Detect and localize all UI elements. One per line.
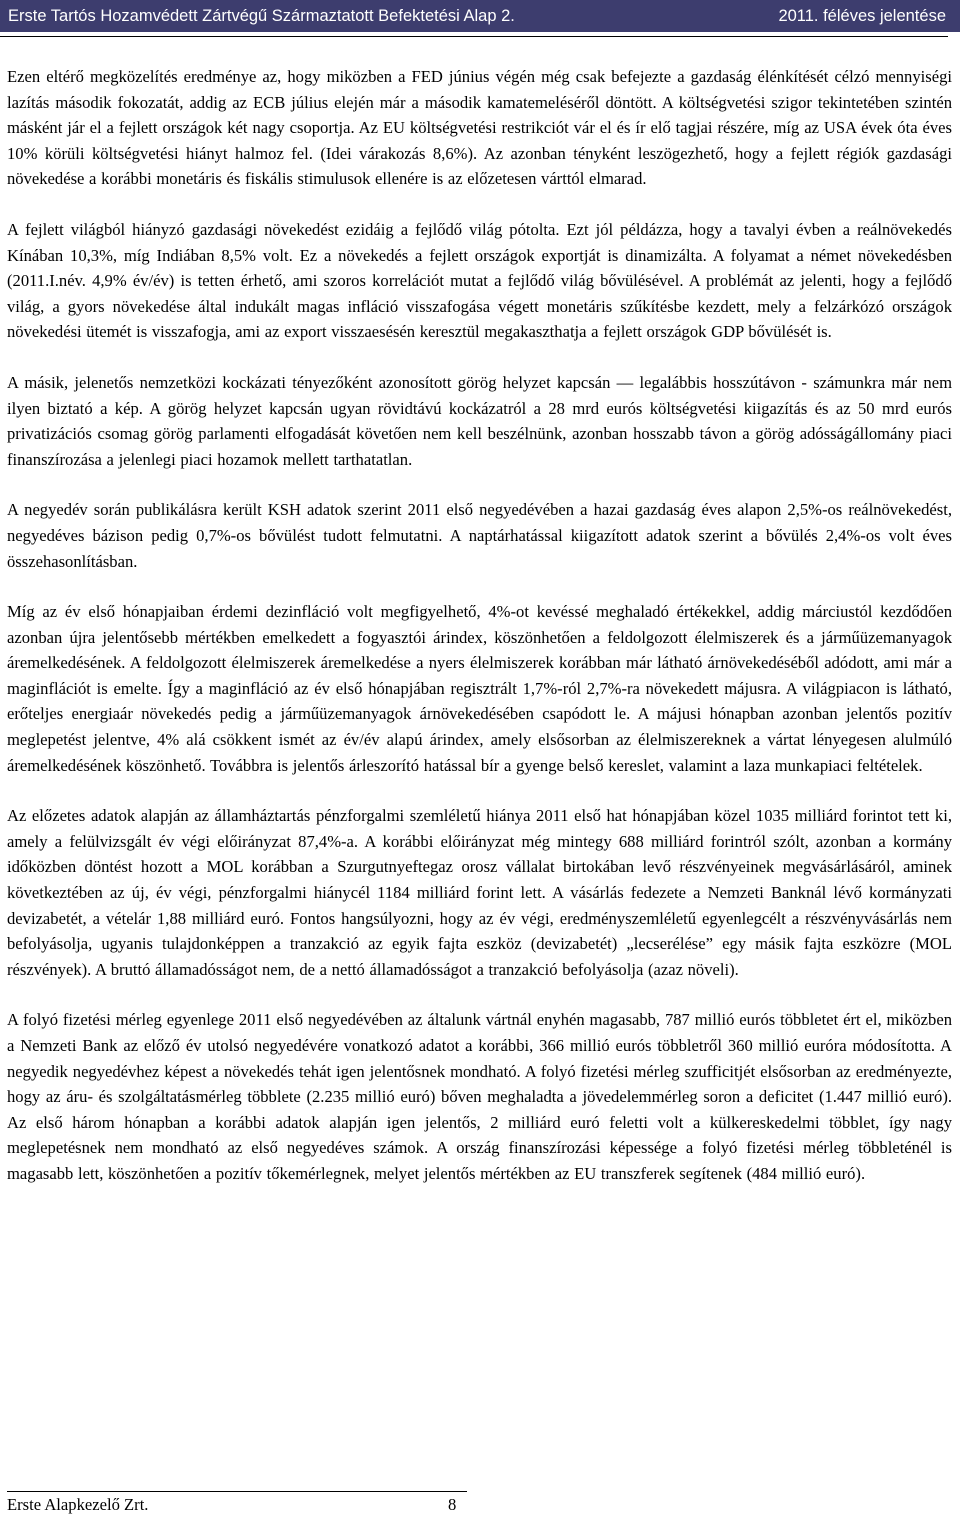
paragraph-budget-deficit: Az előzetes adatok alapján az államháztartás pénzforgalmi szemléletű hiánya 2011 első hat hónapjában közel 1035 milliárd forintot tett ki, amely a felülvizsgált év végi előirányzat 87,4%-a. A korábbi előirányzat még mintegy 688 milliárd forintról szólt, azonban a kormány időközben döntést hozott a MOL korábban a Szurgutnyeftegaz orosz vállalat birtokában levő részvényeinek megvásárlásáról, aminek következtében az új, év végi, pénzforgalmi hiánycél 1184 milliárd forint lett. A vásárlás fedezete a Nemzeti Banknál lévő kormányzati devizabetét, a vételár 1,88 milliárd euró. Fontos hangsúlyozni, hogy az év végi, eredményszemléletű egyenlegcélt a részvényvásárlás nem befolyásolja, ugyanis tulajdonképpen a tranzakció az egyik fajta eszköz (devizabetét) „lecserélése” egy másik fajta eszközre (MOL részvények). A bruttó államadósságot nem, de a nettó államadósságot a tranzakció befolyásolja (azaz növeli). xyxy=(7,806,952,979)
header-report-period: 2011. féléves jelentése xyxy=(778,7,946,25)
footer-company: Erste Alapkezelő Zrt. xyxy=(7,1495,149,1514)
header-divider xyxy=(0,36,948,37)
paragraph-developing-world: A fejlett világból hiányzó gazdasági növekedést ezidáig a fejlődő világ pótolta. Ezt jól példázza, hogy a tavalyi évben a reálnövekedés Kínában 10,3%, míg Indiában 8,5% volt. Ez a növekedés a fejlett országok exportját is dinamizálta. A folyamat a német növekedésben (2011.I.név. 4,9% év/év) is tetten érhető, ami szoros korrelációt mutat a fejlődő világ bővülésével. A problémát az jelenti, hogy a fejlődő világ, a gyors növekedése által indukált magas infláció visszafogása végett monetáris szűkítésbe kezdett, mely a felzárkózó országok növekedési ütemét is visszafogja, ami az export visszaesésén keresztül megakaszthatja a fejlett országok GDP bővülését is. xyxy=(7,219,952,342)
header-fund-name: Erste Tartós Hozamvédett Zártvégű Származtatott Befektetési Alap 2. xyxy=(8,7,515,25)
page-number: 8 xyxy=(448,1495,457,1514)
paragraph-fed-ecb: Ezen eltérő megközelítés eredménye az, hogy miközben a FED június végén még csak befejezte a gazdaság élénkítését célzó mennyiségi lazítás második fokozatát, addig az ECB július elején már a második kamatemeléséről döntött. A költségvetési szigor tekintetében szintén másként jár el a fejlett országok két nagy csoportja. Az EU költségvetési restrikciót vár el és ír elő tagjai részére, míg az USA évek óta éves 10% körüli költségvetési hiányt halmoz fel. (Idei várakozás 8,6%). Az azonban tényként leszögezhető, hogy a fejlett régiók gazdasági növekedése a korábbi monetáris és fiskális stimulusok ellenére is az előzetesen várttól elmarad. xyxy=(7,67,952,189)
paragraph-current-account: A folyó fizetési mérleg egyenlege 2011 első negyedévében az általunk vártnál enyhén magasabb, 787 millió eurós többletet ért el, miközben a Nemzeti Bank az előző év utolsó negyedévére vonatkozó adatot a korábbi, 366 millió eurós többletről 360 millió euróra módosította. A negyedik negyedévhez képest a növekedés tehát igen jelentősnek mondható. A folyó fizetési mérleg szufficitjét elsősorban az eredményezte, hogy az áru- és szolgáltatásmérleg többlete (2.235 millió euró) bőven meghaladta a jövedelemmérleg soron a deficitet (1.447 millió euró). Az első három hónapban a korábbi adatok alapján igen jelentős, 2 milliárd euró feletti volt a külkereskedelmi többlet, így nagy meglepetésnek nem mondható az első negyedéves számok. A ország finanszírozási képessége a folyó fizetési mérleg többleténél is magasabb lett, köszönhetően a pozitív tőkemérlegnek, melyet jelentős mértékben az EU transzferek segítenek (484 millió euró). xyxy=(7,1010,952,1183)
paragraph-ksh-gdp: A negyedév során publikálásra került KSH adatok szerint 2011 első negyedévében a hazai gazdaság éves alapon 2,5%-os reálnövekedést, negyedéves bázison pedig 0,7%-os bővülést tudott felmutatni. A naptárhatással kiigazított adatok szerint a bővülés 2,4%-os volt éves összehasonlításban. xyxy=(7,500,952,571)
paragraph-inflation: Míg az év első hónapjaiban érdemi dezinfláció volt megfigyelhető, 4%-ot kevéssé meghaladó értékekkel, addig márciustól kezdődően azonban újra jelentősebb mértékben emelkedett a fogyasztói árindex, köszönhetően a feldolgozott élelmiszerek és a járműüzemanyagok áremelkedésének. A feldolgozott élelmiszerek áremelkedése a nyers élelmiszerek korábban már látható árnövekedéséből adódott, ami már a maginflációt is emelte. Így a maginfláció az év első hónapjában regisztrált 1,7%-ról 2,7%-ra növekedett májusra. A világpiacon is látható, erőteljes energiaár növekedés pedig a járműüzemanyagok árnövekedésében csapódott le. A májusi hónapban azonban jelentős pozitív meglepetést jelentve, 4% alá csökkent ismét az év/év alapú árindex, amely elsősorban az élelmiszereknek a vártat lényegesen alulmúló áremelkedésének köszönhető. Továbbra is jelentős árleszorító hatással bír a gyenge belső kereslet, valamint a laza munkapiaci feltételek. xyxy=(7,602,952,775)
page-header xyxy=(0,0,960,32)
footer-divider xyxy=(7,1491,467,1492)
paragraph-greek-risk: A másik, jelenetős nemzetközi kockázati tényezőként azonosított görög helyzet kapcsán — legalábbis hosszútávon - számunkra már nem ilyen biztató a kép. A görög helyzet kapcsán ugyan rövidtávú kockázatról a 28 mrd eurós költségvetési kiigazítás és az 50 mrd eurós privatizációs csomag görög parlamenti elfogadását követően nem kell beszélnünk, azonban hosszabb távon a görög adósságállomány piaci finanszírozása a jelenlegi piaci hozamok mellett tarthatatlan. xyxy=(7,372,952,469)
document-body xyxy=(7,64,952,1212)
